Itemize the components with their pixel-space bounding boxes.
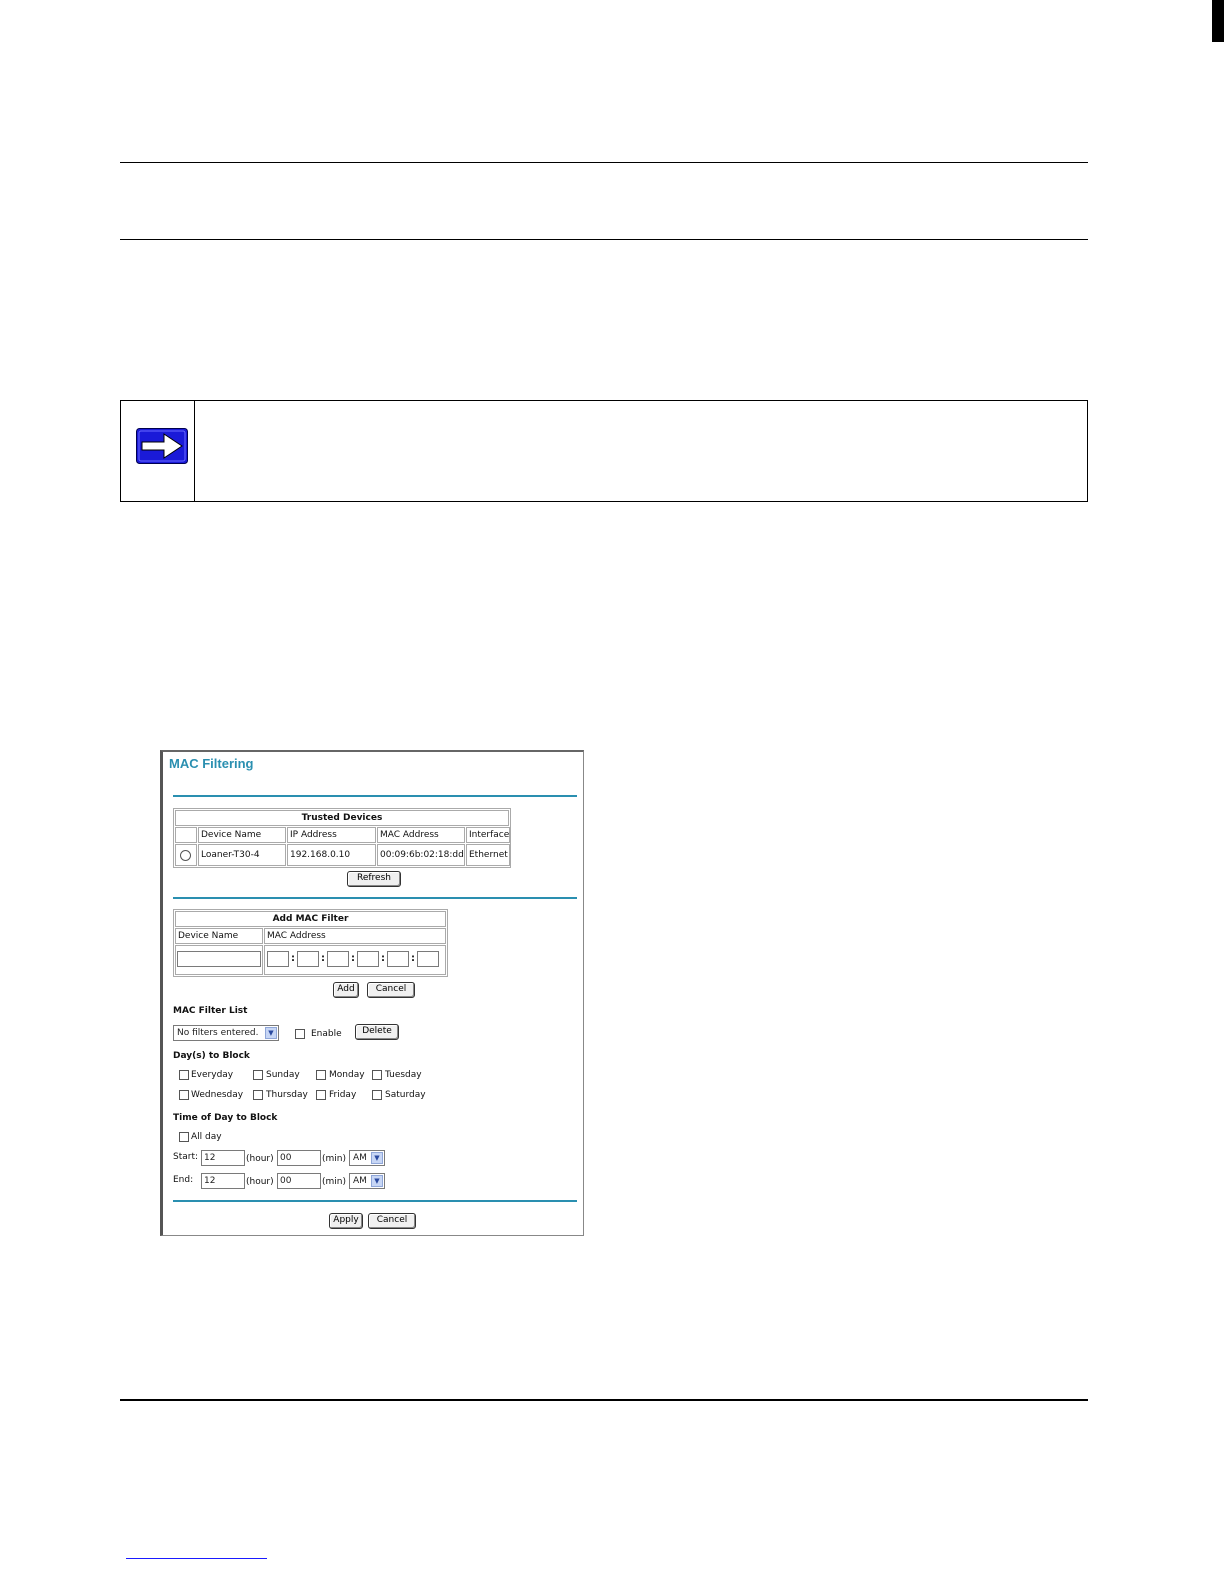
select-column-header	[175, 827, 197, 843]
time-of-day-heading: Time of Day to Block	[173, 1113, 278, 1123]
chevron-down-icon[interactable]: ▼	[265, 1027, 277, 1039]
start-label: Start:	[173, 1152, 199, 1162]
footer-link-underline	[126, 1558, 267, 1559]
mac-filter-list-heading: MAC Filter List	[173, 1006, 248, 1016]
tuesday-label: Tuesday	[385, 1070, 422, 1080]
chevron-down-icon[interactable]: ▼	[371, 1152, 383, 1164]
mac-separator: :	[291, 953, 295, 964]
add-mac-filter-header: Add MAC Filter	[175, 911, 446, 927]
end-hour-input[interactable]: 12	[201, 1173, 245, 1189]
header-rule-top	[120, 162, 1088, 163]
friday-checkbox[interactable]	[316, 1090, 326, 1100]
start-min-unit: (min)	[322, 1154, 346, 1164]
apply-button[interactable]: Apply	[329, 1213, 363, 1229]
wednesday-label: Wednesday	[191, 1090, 244, 1100]
trusted-devices-header: Trusted Devices	[175, 810, 509, 826]
sunday-label: Sunday	[266, 1070, 300, 1080]
start-hour-input[interactable]: 12	[201, 1150, 245, 1166]
enable-label: Enable	[311, 1029, 342, 1039]
start-ampm-value: AM	[353, 1153, 367, 1163]
mac-address-cell	[264, 945, 446, 975]
device-name-cell	[175, 945, 263, 975]
mac-octet-2-input[interactable]	[297, 951, 319, 967]
chevron-down-icon[interactable]: ▼	[371, 1175, 383, 1187]
device-name-input[interactable]	[177, 951, 261, 967]
thursday-checkbox[interactable]	[253, 1090, 263, 1100]
all-day-checkbox[interactable]	[179, 1132, 189, 1142]
section-divider	[173, 897, 577, 899]
delete-button[interactable]: Delete	[355, 1024, 399, 1040]
tuesday-checkbox[interactable]	[372, 1070, 382, 1080]
thursday-label: Thursday	[266, 1090, 308, 1100]
cancel-button[interactable]: Cancel	[368, 1213, 416, 1229]
row-mac-address: 00:09:6b:02:18:dd	[377, 844, 465, 866]
start-hour-unit: (hour)	[246, 1154, 274, 1164]
start-min-input[interactable]: 00	[277, 1150, 321, 1166]
col-ip-address: IP Address	[287, 827, 376, 843]
row-interface: Ethernet	[466, 844, 510, 866]
add-button[interactable]: Add	[333, 982, 359, 998]
saturday-checkbox[interactable]	[372, 1090, 382, 1100]
page-edge-bar	[1212, 0, 1224, 42]
device-radio[interactable]	[180, 850, 191, 861]
col-interface: Interface	[466, 827, 510, 843]
section-divider	[173, 1200, 577, 1202]
mac-octet-6-input[interactable]	[417, 951, 439, 967]
mac-filter-list-value: No filters entered.	[177, 1028, 259, 1038]
end-hour-unit: (hour)	[246, 1177, 274, 1187]
everyday-label: Everyday	[191, 1070, 234, 1080]
mac-octet-3-input[interactable]	[327, 951, 349, 967]
mac-octet-1-input[interactable]	[267, 951, 289, 967]
add-col-device-name: Device Name	[175, 928, 263, 944]
saturday-label: Saturday	[385, 1090, 426, 1100]
refresh-button[interactable]: Refresh	[347, 871, 401, 887]
end-ampm-value: AM	[353, 1176, 367, 1186]
panel-title: MAC Filtering	[169, 756, 254, 771]
monday-checkbox[interactable]	[316, 1070, 326, 1080]
end-min-unit: (min)	[322, 1177, 346, 1187]
monday-label: Monday	[329, 1070, 365, 1080]
trusted-devices-table	[173, 808, 511, 868]
end-min-input[interactable]: 00	[277, 1173, 321, 1189]
mac-separator: :	[351, 953, 355, 964]
add-cancel-button[interactable]: Cancel	[367, 982, 415, 998]
mac-octet-5-input[interactable]	[387, 951, 409, 967]
enable-checkbox[interactable]	[295, 1029, 305, 1039]
section-divider	[173, 795, 577, 797]
days-to-block-heading: Day(s) to Block	[173, 1051, 250, 1061]
table-row-select-cell	[175, 844, 197, 866]
header-rule-bottom	[120, 239, 1088, 240]
col-device-name: Device Name	[198, 827, 286, 843]
row-ip-address: 192.168.0.10	[287, 844, 376, 866]
footer-rule	[120, 1399, 1088, 1401]
mac-filtering-panel	[160, 750, 584, 1236]
everyday-checkbox[interactable]	[179, 1070, 189, 1080]
end-label: End:	[173, 1175, 194, 1185]
friday-label: Friday	[329, 1090, 357, 1100]
mac-separator: :	[381, 953, 385, 964]
mac-filter-list-select[interactable]	[173, 1025, 279, 1041]
col-mac-address: MAC Address	[377, 827, 465, 843]
end-ampm-select[interactable]	[349, 1173, 385, 1189]
note-icon-cell	[121, 401, 195, 501]
start-ampm-select[interactable]	[349, 1150, 385, 1166]
all-day-label: All day	[191, 1132, 222, 1142]
row-device-name: Loaner-T30-4	[198, 844, 286, 866]
add-col-mac-address: MAC Address	[264, 928, 446, 944]
note-box	[120, 400, 1088, 502]
add-mac-filter-table	[173, 909, 448, 977]
mac-octet-4-input[interactable]	[357, 951, 379, 967]
mac-separator: :	[321, 953, 325, 964]
arrow-right-icon	[136, 428, 188, 464]
sunday-checkbox[interactable]	[253, 1070, 263, 1080]
wednesday-checkbox[interactable]	[179, 1090, 189, 1100]
mac-separator: :	[411, 953, 415, 964]
